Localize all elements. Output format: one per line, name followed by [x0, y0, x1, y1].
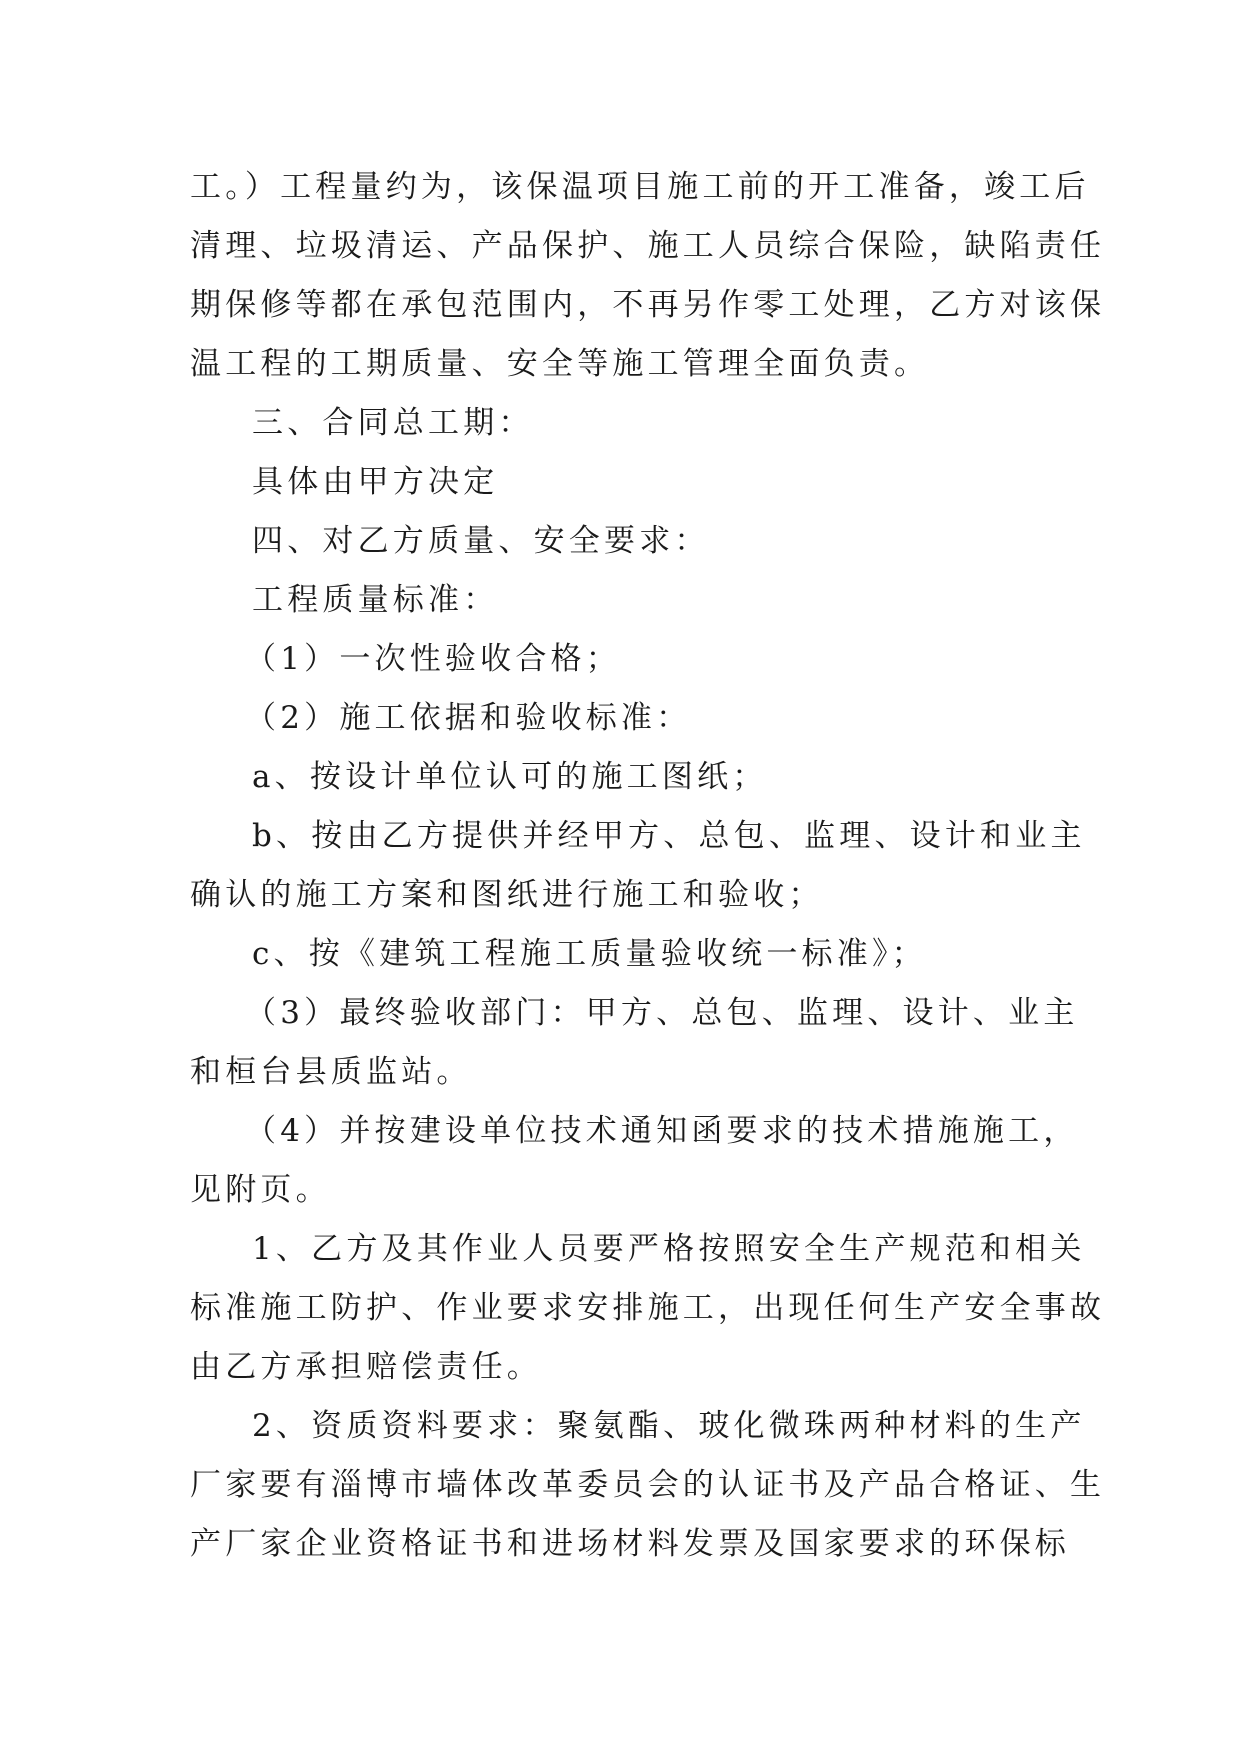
list-item: b、按由乙方提供并经甲方、总包、监理、设计和业主: [252, 818, 1086, 854]
body-line: 由乙方承担赔偿责任。: [190, 1349, 542, 1385]
subheading: 工程质量标准：: [252, 582, 499, 618]
document-body: [190, 158, 1106, 1574]
body-line: 温工程的工期质量、安全等施工管理全面负责。: [190, 346, 930, 382]
body-line: 产厂家企业资格证书和进场材料发票及国家要求的环保标: [190, 1526, 1070, 1562]
body-line: 厂家要有淄博市墙体改革委员会的认证书及产品合格证、生: [190, 1467, 1106, 1503]
list-item: （4）并按建设单位技术通知函要求的技术措施施工，: [245, 1113, 1079, 1149]
list-item: a、按设计单位认可的施工图纸；: [252, 759, 768, 795]
body-line: 具体由甲方决定: [252, 464, 499, 500]
list-item: c、按《建筑工程施工质量验收统一标准》；: [252, 936, 927, 972]
body-line: 工。）工程量约为，该保温项目施工前的开工准备，竣工后: [190, 169, 1090, 205]
list-item: （2）施工依据和验收标准：: [245, 700, 692, 736]
body-line: 和桓台县质监站。: [190, 1054, 472, 1090]
section-heading: 三、合同总工期：: [252, 405, 534, 441]
body-line: 期保修等都在承包范围内，不再另作零工处理，乙方对该保: [190, 287, 1106, 323]
body-line: 见附页。: [190, 1172, 331, 1208]
list-item: （3）最终验收部门：甲方、总包、监理、设计、业主: [245, 995, 1079, 1031]
body-line: 确认的施工方案和图纸进行施工和验收；: [190, 877, 824, 913]
list-item: 1、乙方及其作业人员要严格按照安全生产规范和相关: [252, 1231, 1086, 1267]
body-line: 标准施工防护、作业要求安排施工，出现任何生产安全事故: [190, 1290, 1106, 1326]
body-line: 清理、垃圾清运、产品保护、施工人员综合保险，缺陷责任: [190, 228, 1106, 264]
list-item: 2、资质资料要求：聚氨酯、玻化微珠两种材料的生产: [252, 1408, 1086, 1444]
list-item: （1）一次性验收合格；: [245, 641, 621, 677]
section-heading: 四、对乙方质量、安全要求：: [252, 523, 710, 559]
